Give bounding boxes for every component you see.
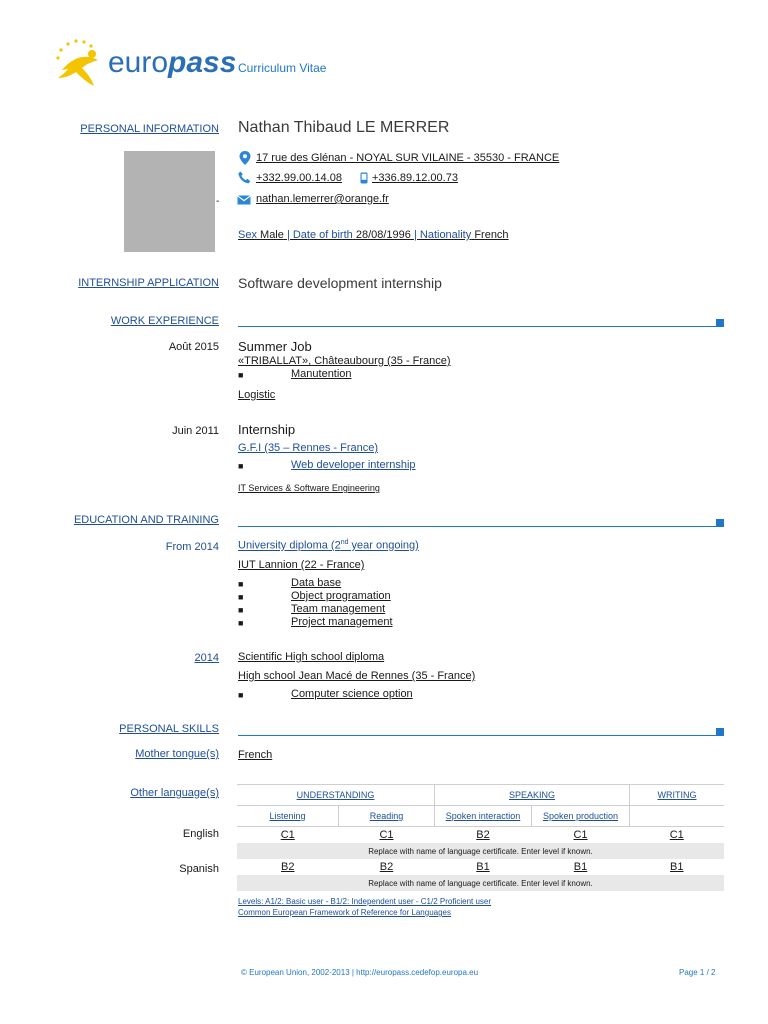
level-cell: C1 [280, 829, 295, 841]
personal-information-label: PERSONAL INFORMATION [80, 123, 219, 135]
work-activity: Manutention [291, 368, 352, 380]
education-marker [716, 519, 724, 527]
spoken-production-header [532, 806, 630, 827]
level-cell: B2 [476, 829, 490, 841]
education-title-text: University diploma (2 [238, 539, 341, 552]
mobile-phone-icon [360, 172, 368, 184]
certificate-cell: Replace with name of language certificate. Enter level if known. [237, 875, 724, 891]
level-cell: B1 [670, 861, 684, 873]
cefr-levels-note[interactable]: Levels: A1/2: Basic user - B1/2: Independent user - C1/2 Proficient user [238, 897, 492, 906]
address: 17 rue des Glénan - NOYAL SUR VILAINE - 35530 - FRANCE [256, 152, 560, 164]
language-table [237, 784, 724, 891]
work-date: Août 2015 [168, 341, 219, 353]
level-cell: C1 [379, 829, 394, 841]
listening-header [237, 806, 339, 827]
bullet: ■ [238, 461, 244, 471]
dob-label: | Date of birth [286, 229, 353, 241]
level-cell: C1 [573, 829, 588, 841]
education-subject: Computer science option [291, 688, 413, 700]
mother-tongue-label: Mother tongue(s) [135, 748, 219, 760]
level-cell: B2 [281, 861, 295, 873]
europass-star-figure-icon [52, 38, 112, 92]
speaking-header [435, 785, 630, 806]
footer-page-number: Page 1 / 2 [679, 968, 716, 977]
footer-copyright: © European Union, 2002-2013 | http://europass.cedefop.europa.eu [241, 968, 479, 977]
language-table-subheader [237, 806, 724, 827]
nationality-value: French [474, 229, 509, 241]
mobile-number[interactable]: +336.89.12.00.73 [372, 172, 458, 184]
work-experience-label: WORK EXPERIENCE [110, 315, 219, 327]
level-cell: B1 [476, 861, 490, 873]
education-organisation: IUT Lannion (22 - France) [238, 559, 365, 571]
listening-header-text: Listening [269, 811, 306, 821]
bullet: ■ [238, 605, 244, 615]
education-subject: Team management [291, 603, 386, 615]
work-organisation: G.F.I (35 – Rennes - France) [238, 442, 378, 454]
work-title: Summer Job [238, 339, 312, 354]
education-subject: Object programation [291, 590, 391, 602]
education-date: From 2014 [165, 541, 219, 553]
education-title-text: year ongoing) [348, 539, 419, 552]
bullet: ■ [238, 690, 244, 700]
level-cell: B1 [573, 861, 588, 873]
speaking-header-text: SPEAKING [508, 790, 555, 800]
level-cell: B2 [379, 861, 394, 873]
language-level-row [237, 859, 724, 875]
other-languages-label: Other language(s) [130, 787, 219, 799]
logo-euro-text: euro [108, 46, 169, 79]
photo-placeholder [124, 151, 215, 252]
personal-skills-divider [238, 735, 720, 736]
cefr-framework-link[interactable]: Common European Framework of Reference for Languages [238, 908, 451, 917]
education-divider [238, 526, 720, 527]
spoken-interaction-header [435, 806, 532, 827]
language-name: Spanish [179, 863, 219, 875]
language-table-header [237, 785, 724, 806]
writing-header [630, 785, 725, 806]
internship-title: Software development internship [238, 275, 442, 291]
understanding-header [237, 785, 435, 806]
work-sector: Logistic [238, 389, 276, 401]
writing-header-text: WRITING [657, 790, 697, 800]
phone-number[interactable]: +332.99.00.14.08 [256, 172, 342, 184]
personal-skills-marker [716, 728, 724, 736]
bullet: ■ [238, 370, 244, 380]
spoken-production-header-text: Spoken production [542, 811, 619, 821]
certificate-cell: Replace with name of language certificate. Enter level if known. [237, 843, 724, 859]
language-certificate-row [237, 875, 724, 891]
work-sector: IT Services & Software Engineering [238, 483, 380, 493]
education-title: Scientific High school diploma [238, 651, 385, 663]
work-experience-marker [716, 319, 724, 327]
dob-value: 28/08/1996 [355, 229, 411, 241]
sex-label: Sex [238, 229, 257, 241]
education-subject: Project management [291, 616, 393, 628]
europass-logo [52, 38, 237, 92]
work-organisation: «TRIBALLAT», Châteaubourg (35 - France) [238, 355, 451, 367]
spoken-interaction-header-text: Spoken interaction [445, 811, 521, 821]
work-date: Juin 2011 [172, 425, 219, 437]
document-title: Curriculum Vitae [238, 61, 327, 75]
email-icon [237, 195, 251, 205]
mother-tongue-value: French [238, 749, 273, 761]
education-label: EDUCATION AND TRAINING [73, 514, 219, 526]
photo-caption-dash: - [216, 196, 220, 207]
level-cell: C1 [669, 829, 684, 841]
reading-header-text: Reading [369, 811, 404, 821]
writing-subheader [630, 806, 725, 827]
sex-value: Male [260, 229, 284, 241]
bullet: ■ [238, 592, 244, 602]
work-experience-divider [238, 326, 720, 327]
language-level-row [237, 827, 724, 844]
email-address[interactable]: nathan.lemerrer@orange.fr [256, 193, 389, 205]
reading-header [339, 806, 435, 827]
bullet: ■ [238, 579, 244, 589]
personal-skills-label: PERSONAL SKILLS [119, 723, 219, 735]
education-title-sup: nd [340, 539, 349, 546]
language-name: English [182, 828, 219, 840]
internship-application-label: INTERNSHIP APPLICATION [78, 277, 219, 289]
education-title [238, 539, 419, 552]
personal-details-line [238, 229, 509, 241]
education-organisation: High school Jean Macé de Rennes (35 - France) [238, 670, 476, 682]
understanding-header-text: UNDERSTANDING [296, 790, 375, 800]
work-title: Internship [238, 422, 296, 437]
nationality-label: | Nationality [413, 229, 472, 241]
full-name: Nathan Thibaud LE MERRER [238, 119, 450, 136]
work-activity: Web developer internship [291, 459, 416, 471]
language-certificate-row [237, 843, 724, 859]
phone-icon [238, 171, 251, 184]
logo-pass-text: pass [168, 46, 237, 79]
bullet: ■ [238, 618, 244, 628]
education-subject: Data base [291, 577, 342, 589]
location-pin-icon [239, 151, 251, 165]
education-date: 2014 [194, 652, 219, 664]
